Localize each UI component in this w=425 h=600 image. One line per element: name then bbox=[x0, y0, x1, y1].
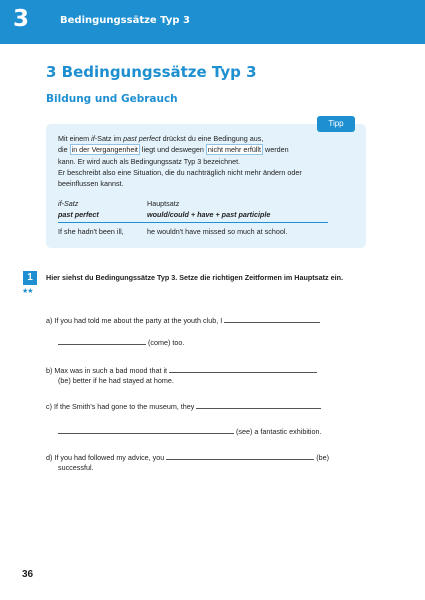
tip-text bbox=[58, 133, 363, 189]
task-d: d) If you had followed my advice, you (be) bbox=[46, 453, 330, 462]
exercise-instruction: Hier siehst du Bedingungssätze Typ 3. Setze die richtigen Zeitformen im Hauptsatz ein. bbox=[46, 273, 344, 282]
highlight-past: in der Vergangenheit bbox=[71, 145, 138, 155]
example-if-clause: If she hadn't been ill, bbox=[58, 227, 124, 236]
section-title: 3 Bedingungssätze Typ 3 bbox=[46, 63, 257, 81]
task-b-cont: (be) better if he had stayed at home. bbox=[58, 376, 174, 385]
tip-line-2: die in der Vergangenheit liegt und deswegen nicht mehr erfüllt werden bbox=[58, 145, 289, 155]
page-number: 36 bbox=[22, 569, 34, 580]
task-b: b) Max was in such a bad mood that it bbox=[46, 364, 317, 375]
table-divider bbox=[58, 222, 328, 223]
task-c-cont: (see) a fantastic exhibition. bbox=[58, 425, 322, 436]
tip-line-1: Mit einem if-Satz im past perfect drückst du eine Bedingung aus, bbox=[58, 134, 264, 143]
answer-blank-b[interactable] bbox=[169, 364, 317, 373]
answer-blank-a1[interactable] bbox=[224, 314, 320, 323]
section-subtitle: Bildung und Gebrauch bbox=[46, 93, 178, 105]
answer-blank-c2[interactable] bbox=[58, 425, 234, 434]
difficulty-stars-icon: ★★ bbox=[22, 288, 33, 295]
tip-label: Tipp bbox=[317, 116, 355, 132]
answer-blank-c1[interactable] bbox=[196, 400, 321, 409]
task-a: a) If you had told me about the party at the youth club, I bbox=[46, 314, 320, 325]
example-main-clause: he wouldn't have missed so much at school. bbox=[147, 227, 288, 236]
tip-line-5: beeinflussen kannst. bbox=[58, 179, 124, 189]
chapter-header-bar bbox=[0, 0, 425, 44]
answer-blank-d[interactable] bbox=[166, 451, 314, 460]
task-d-cont: successful. bbox=[58, 463, 94, 472]
tip-line-4: Er beschreibt also eine Situation, die du nachträglich nicht mehr ändern oder bbox=[58, 167, 302, 177]
task-c: c) If the Smith's had gone to the museum, they bbox=[46, 400, 321, 411]
grammar-col-if: if-Satz past perfect bbox=[58, 199, 99, 219]
tip-line-3: kann. Er wird auch als Bedingungssatz Typ 3 bezeichnet. bbox=[58, 156, 241, 166]
chapter-title: Bedingungssätze Typ 3 bbox=[60, 15, 190, 26]
highlight-unfulfilled: nicht mehr erfüllt bbox=[207, 145, 262, 155]
answer-blank-a2[interactable] bbox=[58, 336, 146, 345]
grammar-col-main: Hauptsatz would/could + have + past participle bbox=[147, 199, 271, 219]
exercise-number-badge: 1 bbox=[23, 271, 37, 285]
task-a-cont: (come) too. bbox=[58, 336, 184, 347]
chapter-number: 3 bbox=[13, 6, 30, 32]
